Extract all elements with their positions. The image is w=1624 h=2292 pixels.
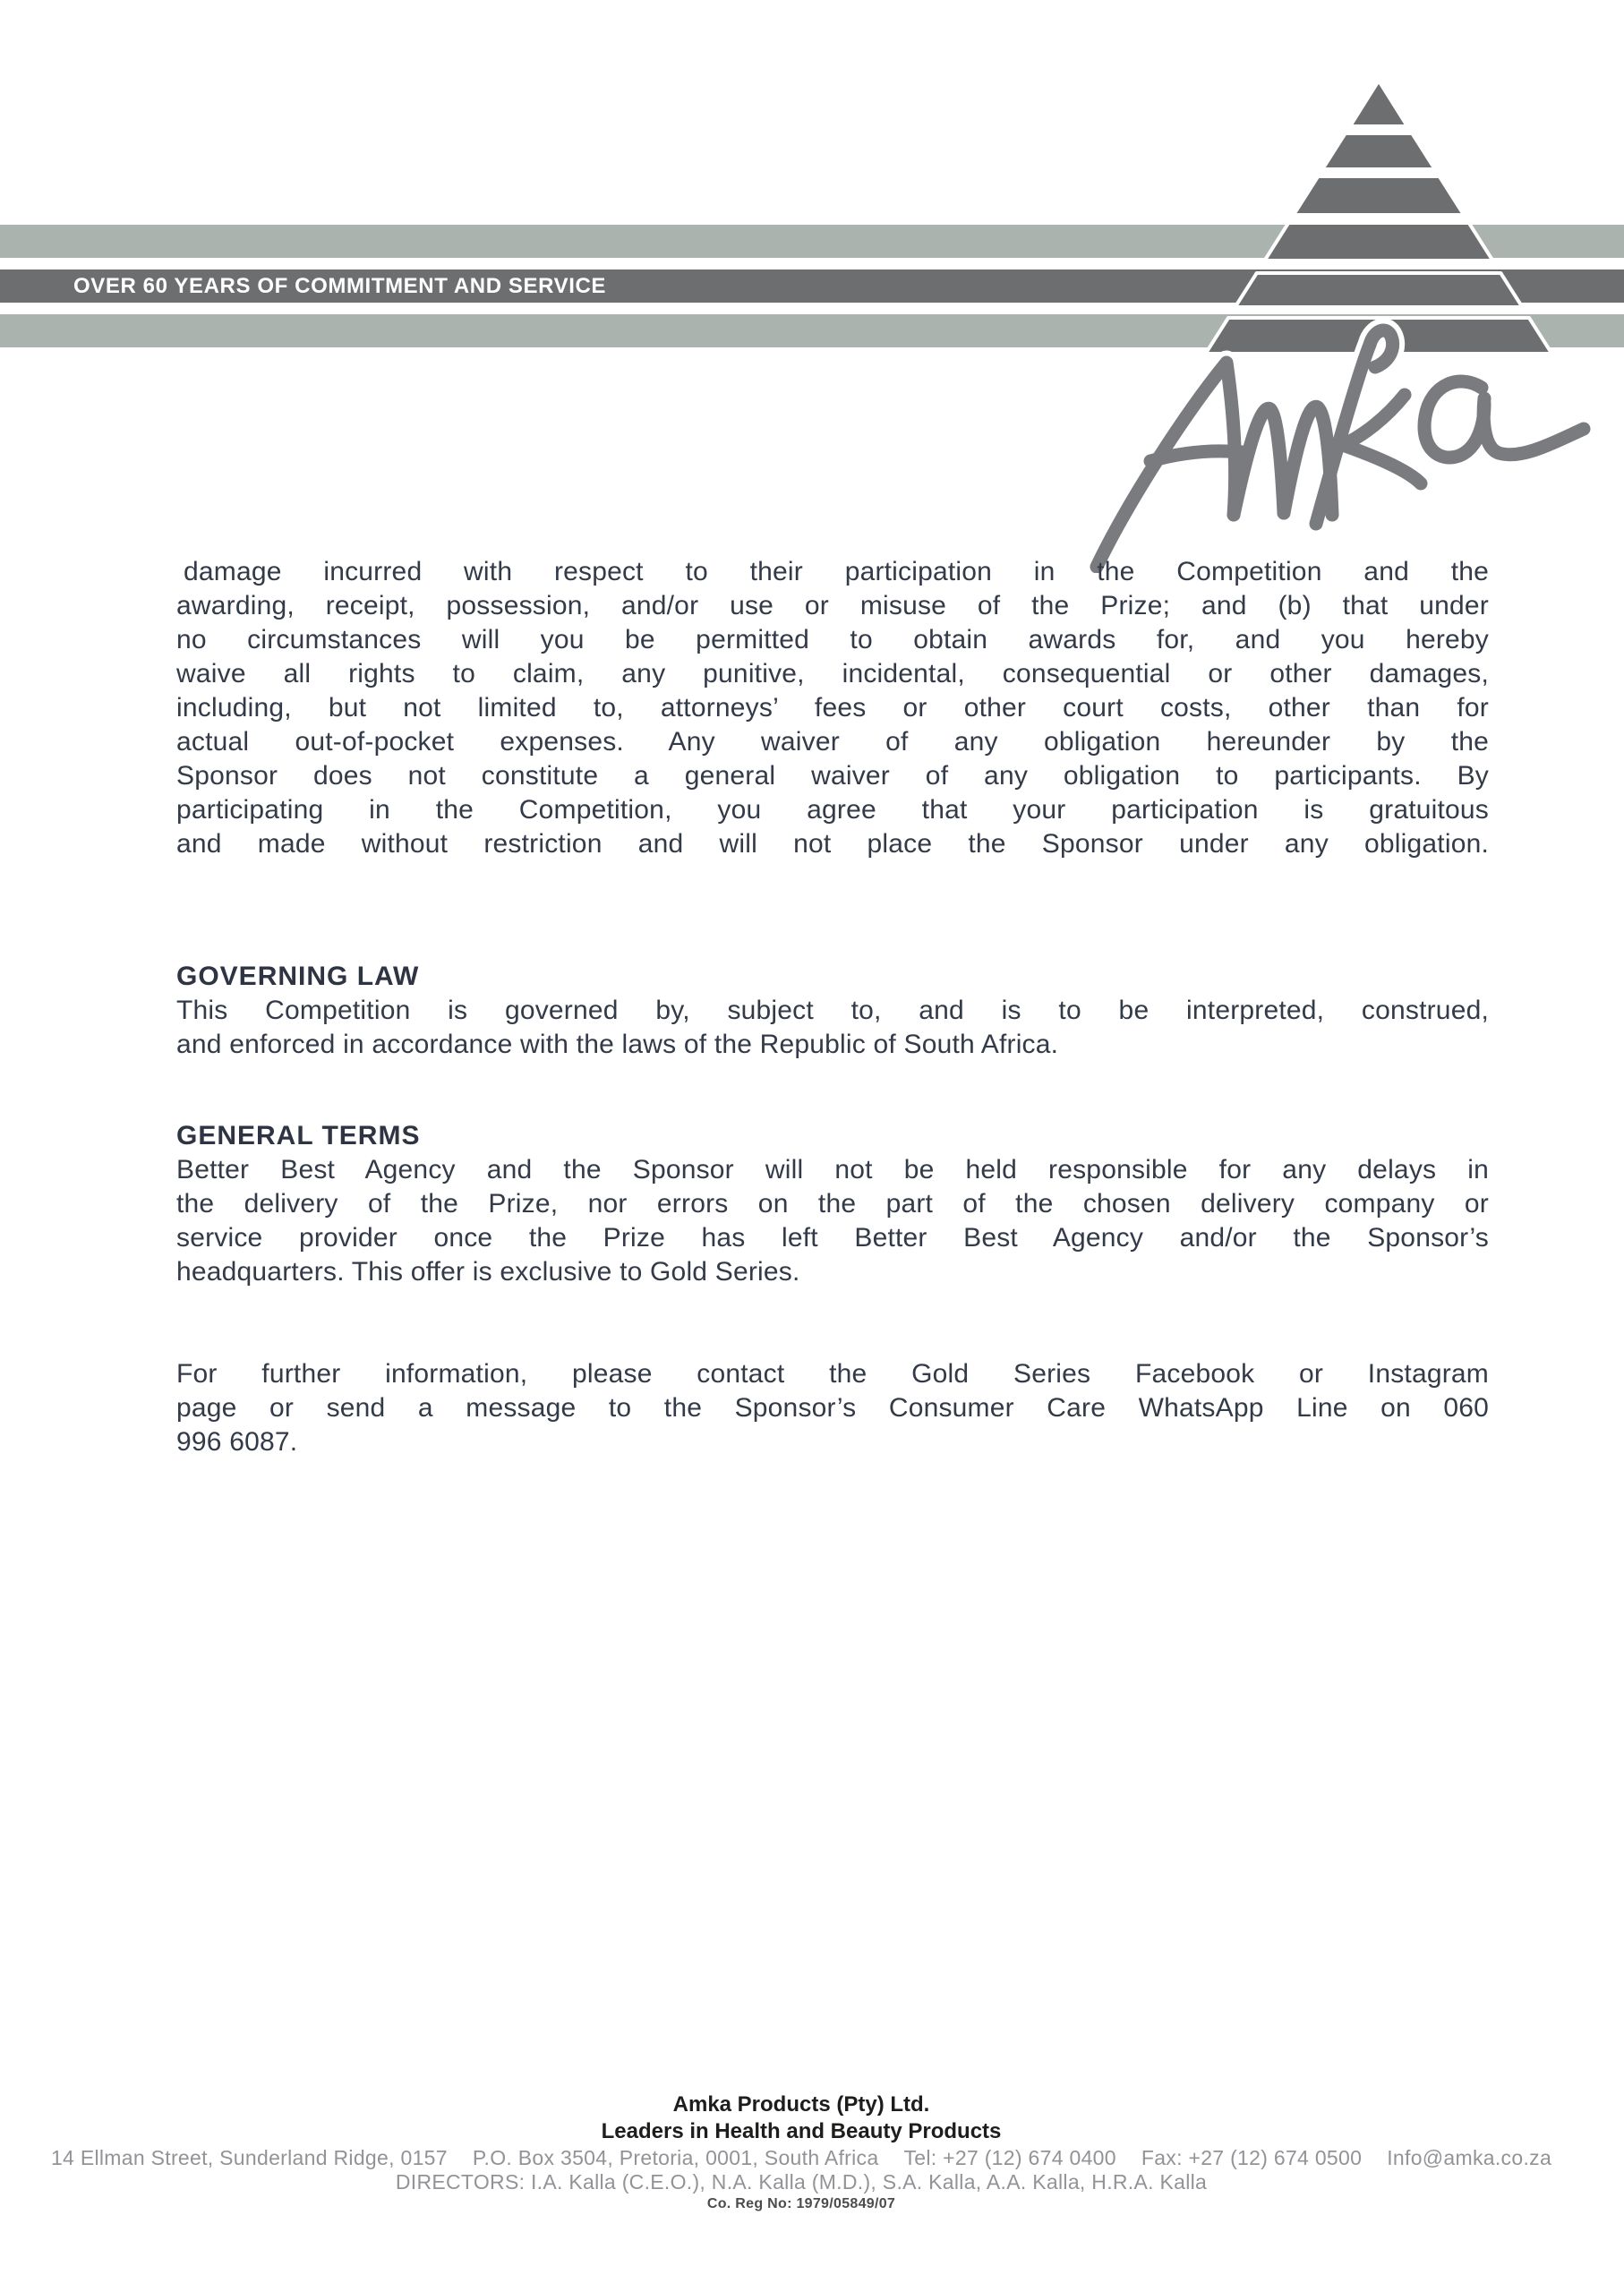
text-line: actual out-of-pocket expenses. Any waiver of any obligation hereunder by the [176, 727, 1489, 757]
pyramid-logo-icon [1191, 76, 1567, 358]
text-line: For further information, please contact the Gold Series Facebook or Instagram [176, 1359, 1489, 1389]
footer-address-line [0, 2145, 1603, 2170]
paragraph-liability [176, 555, 1489, 861]
text-line: including, but not limited to, attorneys’ fees or other court costs, other than for [176, 693, 1489, 723]
text-line: and made without restriction and will not place the Sponsor under any obligation. [176, 829, 1489, 859]
text-line: awarding, receipt, possession, and/or use or misuse of the Prize; and (b) that under [176, 591, 1489, 620]
text-line: the delivery of the Prize, nor errors on the part of the chosen delivery company or [176, 1189, 1489, 1219]
text-line: Better Best Agency and the Sponsor will not be held responsible for any delays in [176, 1155, 1489, 1184]
text-line: page or send a message to the Sponsor’s Consumer Care WhatsApp Line on 060 [176, 1393, 1489, 1423]
footer-address-segment: 14 Ellman Street, Sunderland Ridge, 0157 [50, 2146, 448, 2169]
text-line: damage incurred with respect to their participation in the Competition and the [184, 557, 1489, 586]
text-line: 996 6087. [176, 1427, 298, 1457]
footer-address-segment: P.O. Box 3504, Pretoria, 0001, South Africa [472, 2146, 879, 2169]
footer-company-name: Amka Products (Pty) Ltd. [672, 2092, 930, 2117]
document-body [176, 555, 1489, 1459]
heading-general-terms: GENERAL TERMS [176, 1121, 421, 1150]
text-line: service provider once the Prize has left Better Best Agency and/or the Sponsor’s [176, 1223, 1489, 1253]
footer-directors-line: DIRECTORS: I.A. Kalla (C.E.O.), N.A. Kalla (M.D.), S.A. Kalla, A.A. Kalla, H.R.A. Kalla [395, 2170, 1208, 2194]
text-line: waive all rights to claim, any punitive, incidental, consequential or other damages, [176, 659, 1489, 688]
text-line: participating in the Competition, you agree that your participation is gratuitous [176, 795, 1489, 825]
heading-governing-law: GOVERNING LAW [176, 962, 420, 991]
text-line: Sponsor does not constitute a general waiver of any obligation to participants. By [176, 761, 1489, 791]
footer-tagline: Leaders in Health and Beauty Products [601, 2119, 1002, 2143]
paragraph-general-terms [176, 1153, 1489, 1289]
footer-registration-number: Co. Reg No: 1979/05849/07 [706, 2196, 896, 2211]
footer-address-segment: Info@amka.co.za [1387, 2146, 1552, 2169]
footer-address-segment: Tel: +27 (12) 674 0400 [903, 2146, 1116, 2169]
paragraph-governing-law [176, 994, 1489, 1062]
text-line: no circumstances will you be permitted to obtain awards for, and you hereby [176, 625, 1489, 654]
text-line: and enforced in accordance with the laws of the Republic of South Africa. [176, 1030, 1059, 1059]
banner-slogan: OVER 60 YEARS OF COMMITMENT AND SERVICE [73, 274, 607, 298]
footer-address-segment: Fax: +27 (12) 674 0500 [1141, 2146, 1363, 2169]
letterhead-footer [0, 2091, 1603, 2214]
text-line: This Competition is governed by, subject to, and is to be interpreted, construed, [176, 996, 1489, 1025]
amka-signature-logo [1074, 318, 1603, 573]
text-line: headquarters. This offer is exclusive to Gold Series. [176, 1257, 800, 1287]
paragraph-contact-info [176, 1357, 1489, 1459]
